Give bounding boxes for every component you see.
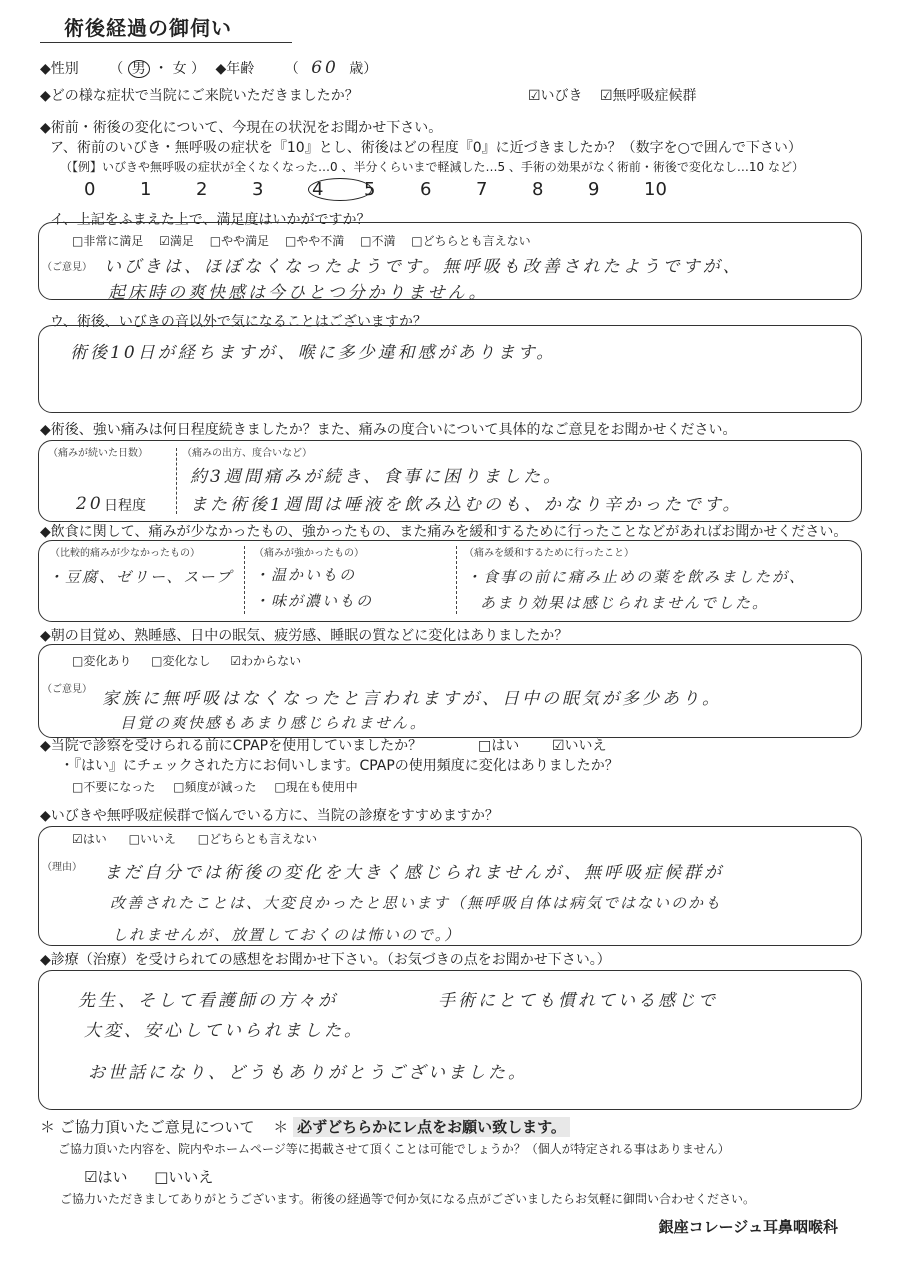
q5-comment-line2: また術後1週間は唾液を飲み込むのも、かなり辛かったです。 (190, 495, 743, 515)
footer-star-right: ＊ (273, 1118, 289, 1136)
q8-sub-text: ・『はい』にチェックされた方にお伺いします。CPAPの使用頻度に変化はありましたか？ (60, 758, 619, 774)
q8-sub-options (72, 780, 358, 794)
q6-divider-1 (244, 546, 245, 614)
scale-5[interactable]: 5 (364, 179, 376, 200)
q8-text: ◆当院で診察を受けられる前にCPAPを使用していましたか？ (40, 738, 423, 754)
scale-8[interactable]: 8 (532, 179, 544, 200)
q8-option-no[interactable]: ☑いいえ (552, 738, 607, 754)
q6-col3-line1: ・食事の前に痛み止めの薬を飲みましたが、 (466, 568, 807, 586)
q9-comment-line1: まだ自分では術後の変化を大きく感じられませんが、無呼吸症候群が (104, 863, 724, 883)
q10-comment-line2: 大変、安心していられました。 (84, 1021, 364, 1041)
footer-options (84, 1166, 213, 1187)
q1-text: ◆どの様な症状で当院にご来院いただきましたか？ (40, 88, 359, 104)
q3-opinion-label: （ご意見） (42, 262, 92, 273)
q9-reason-label: （理由） (42, 862, 82, 873)
q6-col3-label: （痛みを緩和するために行ったこと） (464, 548, 634, 559)
q9-option-neutral[interactable]: □どちらとも言えない (197, 832, 318, 846)
q6-text: ◆飲食に関して、痛みが少なかったもの、強かったもの、また痛みを緩和するために行ったことなどがあればお聞かせください。 (40, 524, 848, 540)
q4-text: ウ、術後、いびきの音以外で気になることはございますか？ (50, 314, 427, 330)
gender-bracket-open: （ (109, 61, 124, 77)
q7-opinion-label: （ご意見） (42, 684, 92, 695)
q7-option-changed[interactable]: □変化あり (72, 654, 132, 668)
rating-scale (84, 178, 700, 201)
q7-option-unchanged[interactable]: □変化なし (151, 654, 211, 668)
q7-text: ◆朝の目覚め、熟睡感、日中の眠気、疲労感、睡眠の質などに変化はありましたか？ (40, 628, 569, 644)
q5-divider (176, 448, 177, 514)
footer-heading-emphasis: 必ずどちらかにレ点をお願い致します。 (293, 1117, 570, 1137)
footer-star-left: ＊ (40, 1118, 56, 1136)
footer-heading-row (40, 1116, 570, 1137)
q7-comment-line2: 目覚の爽快感もあまり感じられません。 (120, 714, 427, 732)
q3-option-neutral[interactable]: □どちらとも言えない (411, 234, 531, 248)
q3-options (72, 234, 531, 248)
q1-option-snoring[interactable]: ☑いびき (528, 88, 583, 104)
scale-9[interactable]: 9 (588, 179, 600, 200)
q8-option-still-using[interactable]: □現在も使用中 (274, 780, 358, 794)
q9-comment-line2: 改善されたことは、大変良かったと思います（無呼吸自体は病気ではないのかも (110, 894, 723, 912)
q7-option-unknown[interactable]: ☑わからない (230, 654, 302, 668)
q8-option-reduced[interactable]: □頻度が減った (173, 780, 257, 794)
q3-comment-line1: いびきは、ほぼなくなったようです。無呼吸も改善されたようですが、 (104, 257, 743, 277)
age-bracket-close: 歳） (349, 61, 378, 77)
scale-2[interactable]: 2 (196, 179, 208, 200)
q7-comment-line1: 家族に無呼吸はなくなったと言われますが、日中の眠気が多少あり。 (102, 689, 722, 709)
gender-bracket-close: ） (191, 61, 206, 77)
scale-1[interactable]: 1 (140, 179, 152, 200)
age-label: ◆年齢 (215, 61, 255, 77)
q3-option-unsatisfied[interactable]: □不満 (360, 234, 396, 248)
q5-text: ◆術後、強い痛みは何日程度続きましたか？また、痛みの度合いについて具体的なご意見をお聞かせください。 (40, 422, 737, 438)
q2-a-text: ア、術前のいびき・無呼吸の症状を『10』とし、術後はどの程度『0』に近づきましたか？（数字を○で囲んで下さい） (50, 140, 802, 156)
q9-text: ◆いびきや無呼吸症候群で悩んでいる方に、当院の診療をすすめますか？ (40, 808, 499, 824)
scale-4-circle: 4 (308, 178, 372, 201)
footer-option-yes[interactable]: ☑はい (84, 1168, 128, 1186)
age-value[interactable]: 60 (311, 58, 339, 78)
q3-option-somewhat-satisfied[interactable]: □やや満足 (209, 234, 270, 248)
q9-options (72, 832, 317, 846)
q5-comment-line1: 約3週間痛みが続き、食事に困りました。 (190, 467, 564, 487)
q6-col2-line2: ・味が濃いもの (254, 592, 374, 610)
gender-separator: ・ (154, 61, 169, 77)
page-title: 術後経過の御伺い (64, 16, 232, 40)
footer-thanks: ご協力いただきましてありがとうございます。術後の経過等で何か気になる点がございましたらお気軽に御問い合わせください。 (60, 1192, 756, 1206)
q8-option-yes[interactable]: □はい (478, 738, 520, 754)
gender-row (40, 60, 377, 77)
q3-option-very-satisfied[interactable]: □非常に満足 (72, 234, 144, 248)
q5-days-value: 20 (76, 494, 104, 514)
gender-male-circled[interactable]: 男 (128, 60, 150, 78)
q1-option-apnea[interactable]: ☑無呼吸症候群 (600, 88, 697, 104)
q9-comment-line3: しれませんが、放置しておくのは怖いので。） (112, 926, 462, 944)
q4-comment: 術後10日が経ちますが、喉に多少違和感があります。 (70, 343, 557, 363)
q6-col1-value: ・豆腐、ゼリー、スープ (48, 568, 233, 586)
q3-option-somewhat-unsatisfied[interactable]: □やや不満 (284, 234, 345, 248)
q6-col2-line1: ・温かいもの (254, 566, 357, 584)
q3-comment-line2: 起床時の爽快感は今ひとつ分かりません。 (108, 283, 489, 303)
q9-option-yes[interactable]: ☑はい (72, 832, 107, 846)
scale-4-selected[interactable] (308, 178, 364, 201)
footer-option-no[interactable]: □いいえ (154, 1168, 214, 1186)
scale-7[interactable]: 7 (476, 179, 488, 200)
q6-col2-label: （痛みが強かったもの） (254, 548, 364, 559)
q3-text: イ、上記をふまえた上で、満足度はいかがですか？ (50, 212, 371, 228)
q6-col3-line2: あまり効果は感じられませんでした。 (480, 594, 770, 612)
age-bracket-open: （ (284, 61, 299, 77)
q5-degree-label: （痛みの出方、度合いなど） (182, 448, 312, 459)
q10-comment-line3: お世話になり、どうもありがとうございました。 (88, 1063, 528, 1083)
q10-text: ◆診療（治療）を受けられての感想をお聞かせ下さい。（お気づきの点をお聞かせ下さい。） (40, 952, 611, 968)
footer-heading: ご協力頂いたご意見について (59, 1118, 255, 1136)
q3-option-satisfied[interactable]: ☑満足 (159, 234, 194, 248)
clinic-name: 銀座コレージュ耳鼻咽喉科 (658, 1218, 838, 1236)
q5-days-unit: 日程度 (104, 498, 146, 514)
q8-option-no-longer-needed[interactable]: □不要になった (72, 780, 156, 794)
footer-question: ご協力頂いた内容を、院内やホームページ等に掲載させて頂くことは可能でしょうか？（個人が特定される事はありません） (58, 1142, 730, 1156)
scale-10[interactable]: 10 (644, 179, 667, 200)
q7-options (72, 654, 301, 668)
q2-example: （【例】いびきや無呼吸の症状が全くなくなった…0 、半分くらいまで軽減した…5 、手術の効果がなく術前・術後で変化なし…10 など） (60, 160, 804, 174)
scale-6[interactable]: 6 (420, 179, 432, 200)
title-underline (40, 42, 292, 43)
scale-3[interactable]: 3 (252, 179, 264, 200)
q6-divider-2 (456, 546, 457, 614)
scale-0[interactable]: 0 (84, 179, 96, 200)
gender-label: ◆性別 (40, 61, 79, 77)
q9-option-no[interactable]: □いいえ (128, 832, 176, 846)
q10-comment-line1: 先生、そして看護師の方々が 手術にとても慣れている感じで (78, 991, 718, 1011)
q5-days-label: （痛みが続いた日数） (48, 448, 148, 459)
gender-female[interactable]: 女 (172, 61, 187, 77)
q6-col1-label: （比較的痛みが少なかったもの） (50, 548, 200, 559)
q2-header: ◆術前・術後の変化について、今現在の状況をお聞かせ下さい。 (40, 120, 443, 136)
